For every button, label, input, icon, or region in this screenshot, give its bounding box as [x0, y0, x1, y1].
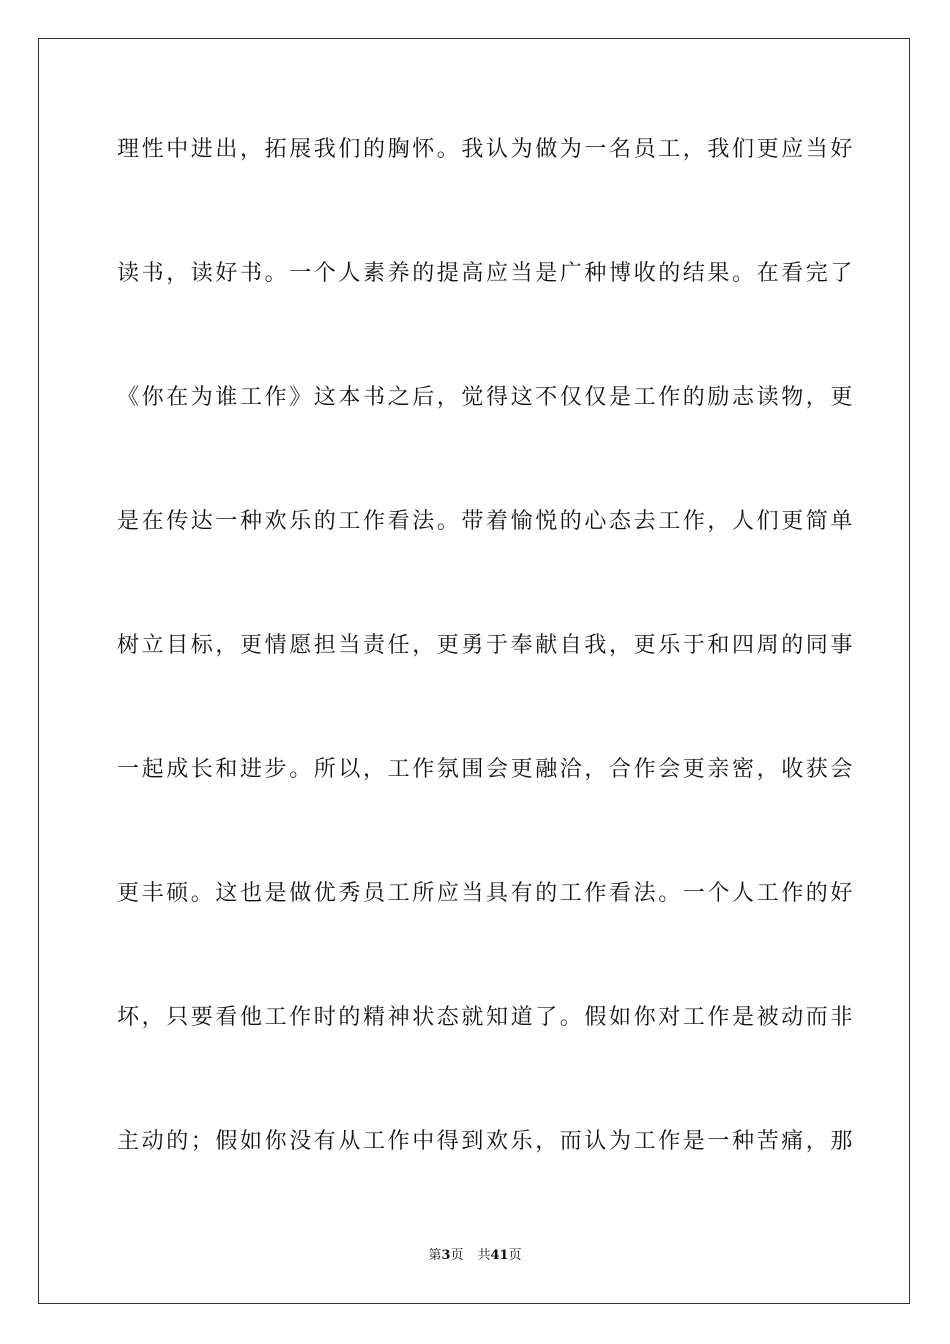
- page-number: 第3页: [428, 1248, 464, 1263]
- body-text-line: 坏，只要看他工作时的精神状态就知道了。假如你对工作是被动而非: [117, 1005, 856, 1030]
- body-text-line: 一起成长和进步。所以，工作氛围会更融洽，合作会更亲密，收获会: [117, 757, 856, 782]
- page-border: [38, 38, 910, 1304]
- body-text-line: 读书，读好书。一个人素养的提高应当是广种博收的结果。在看完了: [117, 261, 856, 286]
- body-text-line: 更丰硕。这也是做优秀员工所应当具有的工作看法。一个人工作的好: [117, 881, 856, 906]
- body-text-line: 树立目标，更情愿担当责任，更勇于奉献自我，更乐于和四周的同事: [117, 633, 856, 658]
- body-text-line: 主动的；假如你没有从工作中得到欢乐，而认为工作是一种苦痛，那: [117, 1129, 856, 1154]
- body-text-line: 理性中进出，拓展我们的胸怀。我认为做为一名员工，我们更应当好: [117, 137, 856, 162]
- body-text-line: 《你在为谁工作》这本书之后，觉得这不仅仅是工作的励志读物，更: [117, 385, 856, 410]
- page-footer: [0, 1247, 950, 1265]
- page-total: 共41页: [477, 1248, 522, 1263]
- body-text-line: 是在传达一种欢乐的工作看法。带着愉悦的心态去工作，人们更简单: [117, 509, 856, 534]
